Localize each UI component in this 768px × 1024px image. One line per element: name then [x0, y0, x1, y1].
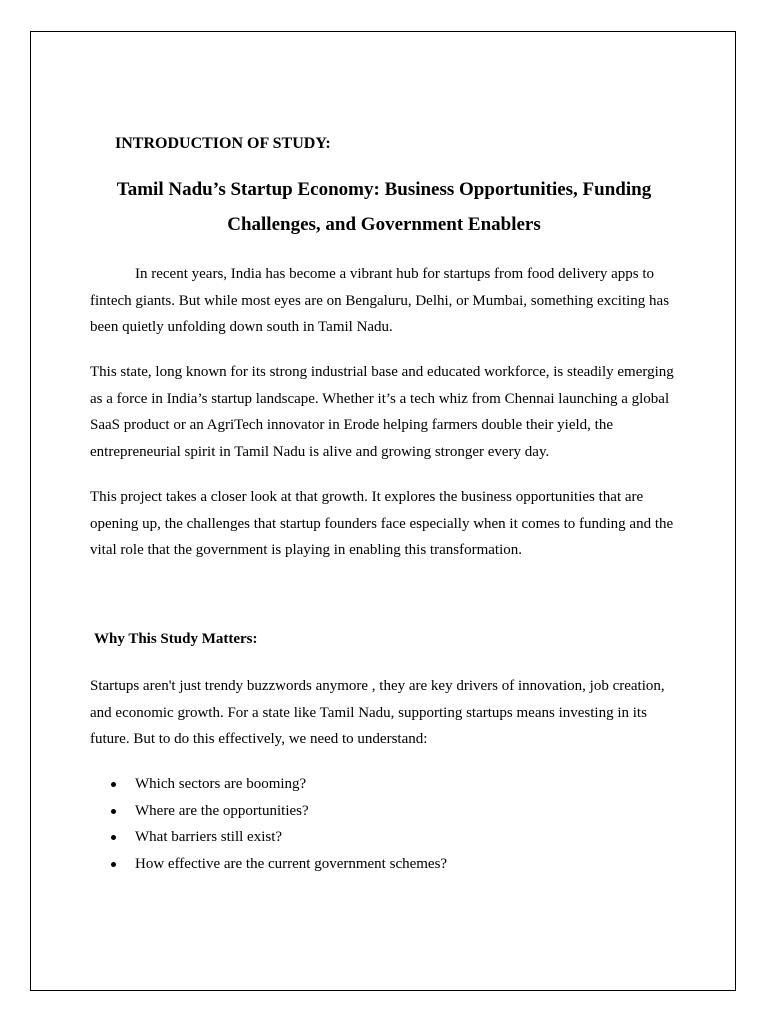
- list-item: [90, 851, 447, 878]
- list-item-text: What barriers still exist?: [135, 829, 283, 845]
- paragraph-project: This project takes a closer look at that growth. It explores the business opportunities that are opening up, the challenges that startup founders face especially when it comes to funding and the vital role that the government is playing in enabling this transformation.: [90, 489, 674, 558]
- list-item: [90, 771, 447, 798]
- why-heading: Why This Study Matters:: [94, 631, 258, 647]
- bullet-icon: [111, 809, 116, 814]
- document-title: Tamil Nadu’s Startup Economy: Business Opportunities, Funding Challenges, and Government Enablers: [116, 179, 652, 235]
- bullet-icon: [111, 835, 116, 840]
- list-item-text: How effective are the current government schemes?: [135, 855, 448, 872]
- list-item: [90, 824, 447, 851]
- paragraph-why: Startups aren't just trendy buzzwords anymore , they are key drivers of innovation, job creation, and economic growth. For a state like Tamil Nadu, supporting startups means investing in its future. But to do this effectively, we need to understand:: [90, 678, 665, 747]
- list-item: [90, 798, 447, 825]
- bullet-icon: [111, 862, 116, 867]
- list-item-text: Which sectors are booming?: [135, 776, 307, 792]
- paragraph-intro: In recent years, India has become a vibrant hub for startups from food delivery apps to fintech giants. But while most eyes are on Bengaluru, Delhi, or Mumbai, something exciting has been quietly unfolding down south in Tamil Nadu.: [90, 266, 670, 335]
- list-item-text: Where are the opportunities?: [135, 802, 309, 819]
- question-list: [90, 771, 447, 877]
- bullet-icon: [111, 782, 116, 787]
- paragraph-state: This state, long known for its strong industrial base and educated workforce, is steadily emerging as a force in India’s startup landscape. Whether it’s a tech whiz from Chennai launching a global SaaS product or an AgriTech innovator in Erode helping farmers double their yield, the entrepreneurial spirit in Tamil Nadu is alive and growing stronger every day.: [90, 364, 674, 460]
- intro-heading: INTRODUCTION OF STUDY:: [115, 135, 331, 152]
